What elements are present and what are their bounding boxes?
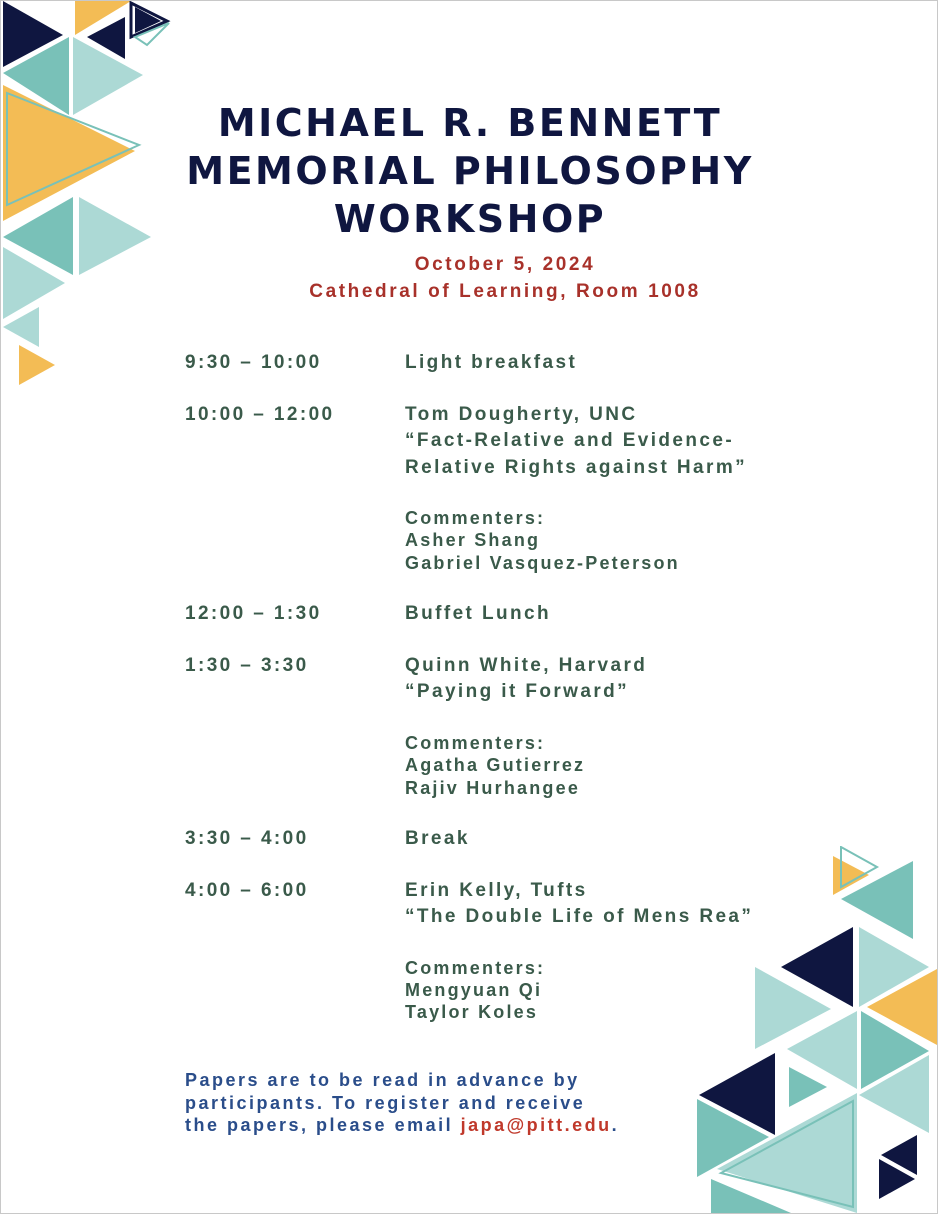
speaker-name: Tom Dougherty, UNC bbox=[405, 404, 638, 425]
schedule-item: Buffet Lunch bbox=[405, 603, 551, 624]
commenters-label: Commenters: bbox=[405, 508, 546, 528]
workshop-title bbox=[1, 99, 938, 243]
title-line: MEMORIAL PHILOSOPHY bbox=[186, 149, 754, 193]
footer-line: participants. To register and receive bbox=[185, 1092, 586, 1113]
commenter-name: Asher Shang bbox=[405, 530, 541, 550]
speaker-name: Erin Kelly, Tufts bbox=[405, 880, 588, 901]
schedule-time: 3:30 – 4:00 bbox=[185, 828, 309, 849]
footer-text: . bbox=[611, 1115, 620, 1135]
schedule-time: 1:30 – 3:30 bbox=[185, 655, 309, 676]
title-line: MICHAEL R. BENNETT bbox=[217, 101, 723, 145]
commenter-name: Gabriel Vasquez-Peterson bbox=[405, 553, 680, 573]
commenter-name: Agatha Gutierrez bbox=[405, 755, 586, 775]
commenter-name: Taylor Koles bbox=[405, 1002, 539, 1022]
schedule-item: Light breakfast bbox=[405, 352, 578, 373]
event-location: Cathedral of Learning, Room 1008 bbox=[309, 281, 701, 302]
speaker-name: Quinn White, Harvard bbox=[405, 655, 648, 676]
footer-line bbox=[185, 1114, 619, 1137]
schedule-time: 10:00 – 12:00 bbox=[185, 404, 335, 425]
talk-title: “Paying it Forward” bbox=[405, 681, 630, 702]
contact-email-link[interactable]: japa@pitt.edu bbox=[460, 1115, 612, 1135]
registration-note bbox=[185, 1069, 619, 1137]
event-date: October 5, 2024 bbox=[414, 254, 596, 275]
schedule-time: 12:00 – 1:30 bbox=[185, 603, 322, 624]
footer-line: Papers are to be read in advance by bbox=[185, 1070, 580, 1090]
commenter-name: Rajiv Hurhangee bbox=[405, 778, 581, 798]
schedule-time: 4:00 – 6:00 bbox=[185, 880, 309, 901]
schedule-time: 9:30 – 10:00 bbox=[185, 352, 322, 373]
schedule-item: Break bbox=[405, 828, 470, 849]
commenters-label: Commenters: bbox=[405, 958, 546, 978]
commenters-label: Commenters: bbox=[405, 733, 546, 753]
commenter-name: Mengyuan Qi bbox=[405, 980, 543, 1000]
talk-title: “The Double Life of Mens Rea” bbox=[405, 906, 754, 927]
decorative-triangles-bottom-right bbox=[691, 846, 938, 1214]
talk-title: “Fact-Relative and Evidence- bbox=[405, 430, 735, 451]
title-line: WORKSHOP bbox=[333, 197, 607, 241]
talk-title: Relative Rights against Harm” bbox=[405, 457, 748, 478]
footer-text: the papers, please email bbox=[185, 1115, 461, 1135]
